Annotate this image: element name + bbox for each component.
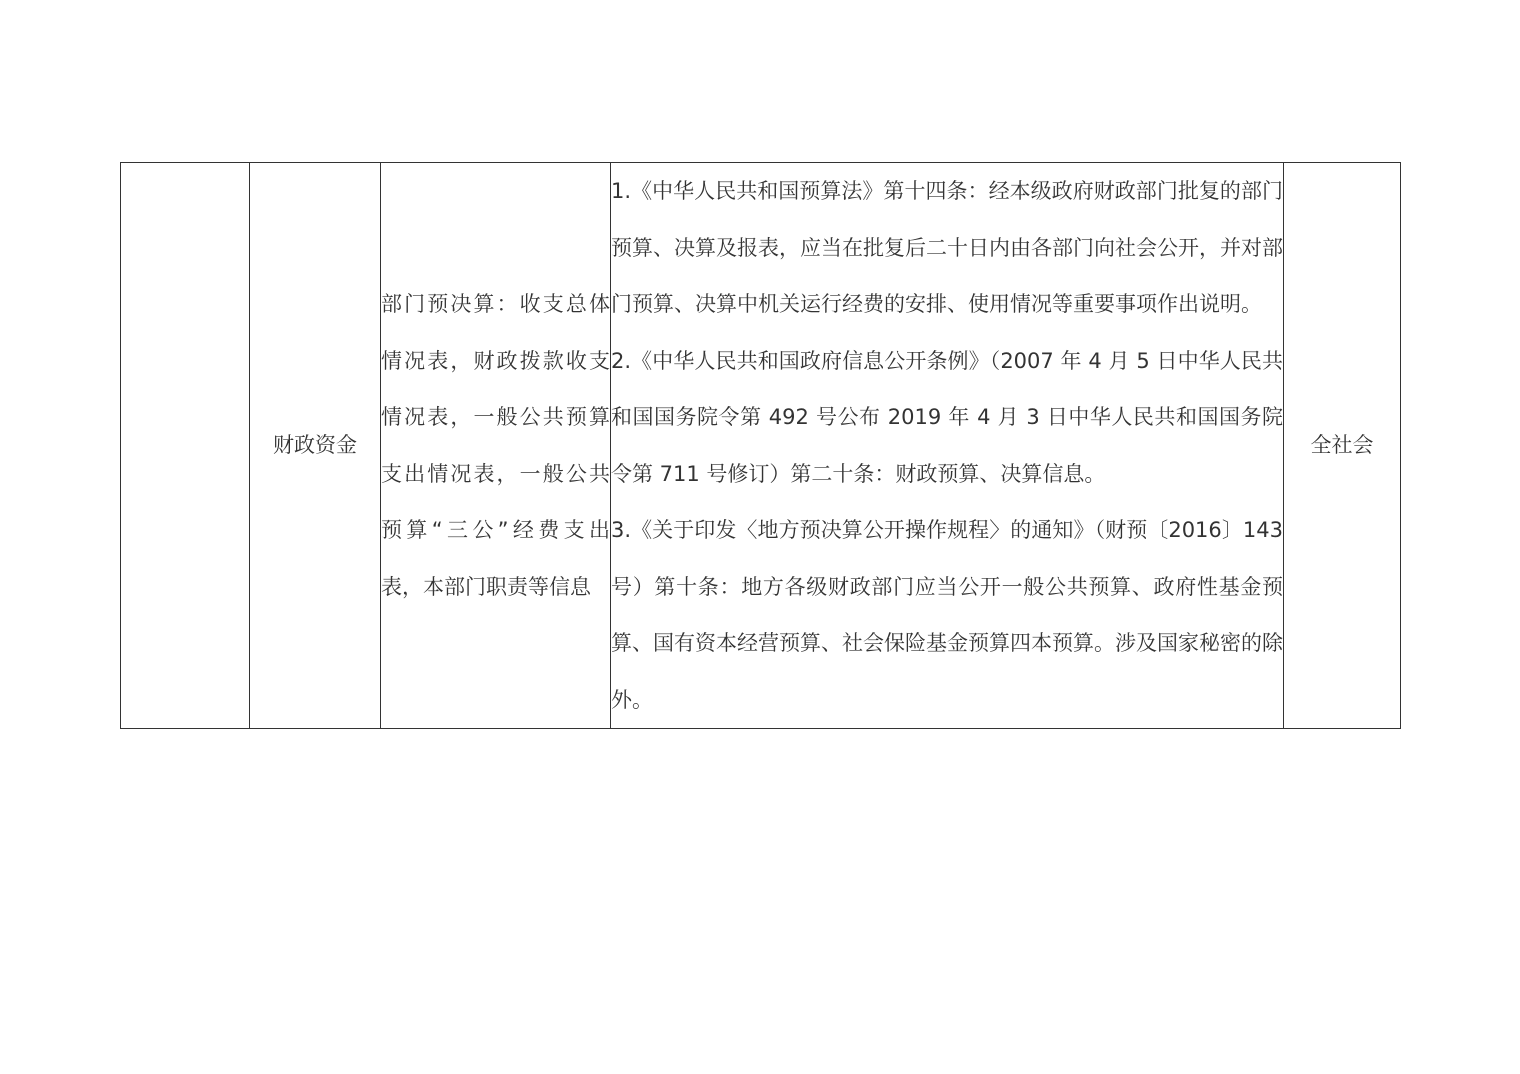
table-row	[121, 163, 1401, 729]
scope-cell: 全社会	[1284, 163, 1401, 729]
category-cell: 财政资金	[250, 163, 381, 729]
content-cell	[381, 163, 611, 729]
legal-basis-item-1: 1.《中华人民共和国预算法》第十四条：经本级政府财政部门批复的部门预算、决算及报表，应当在批复后二十日内由各部门向社会公开，并对部门预算、决算中机关运行经费的安排、使用情况等重要事项作出说明。	[611, 179, 1283, 316]
legal-basis-item-2: 2.《中华人民共和国政府信息公开条例》（2007 年 4 月 5 日中华人民共和国国务院令第 492 号公布 2019 年 4 月 3 日中华人民共和国国务院令第 711 号修订）第二十条：财政预算、决算信息。	[611, 348, 1283, 486]
disclosure-table	[120, 162, 1401, 729]
content-text: 部门预决算：收支总体情况表，财政拨款收支情况表，一般公共预算支出情况表，一般公共预算“三公”经费支出表，本部门职责等信息	[381, 292, 610, 599]
legal-basis-item-3: 3.《关于印发〈地方预决算公开操作规程〉的通知》（财预〔2016〕143 号）第十条：地方各级财政部门应当公开一般公共预算、政府性基金预算、国有资本经营预算、社会保险基金预算四本预算。涉及国家秘密的除外。	[611, 518, 1283, 712]
empty-cell	[121, 163, 250, 729]
legal-basis-cell	[611, 163, 1284, 729]
